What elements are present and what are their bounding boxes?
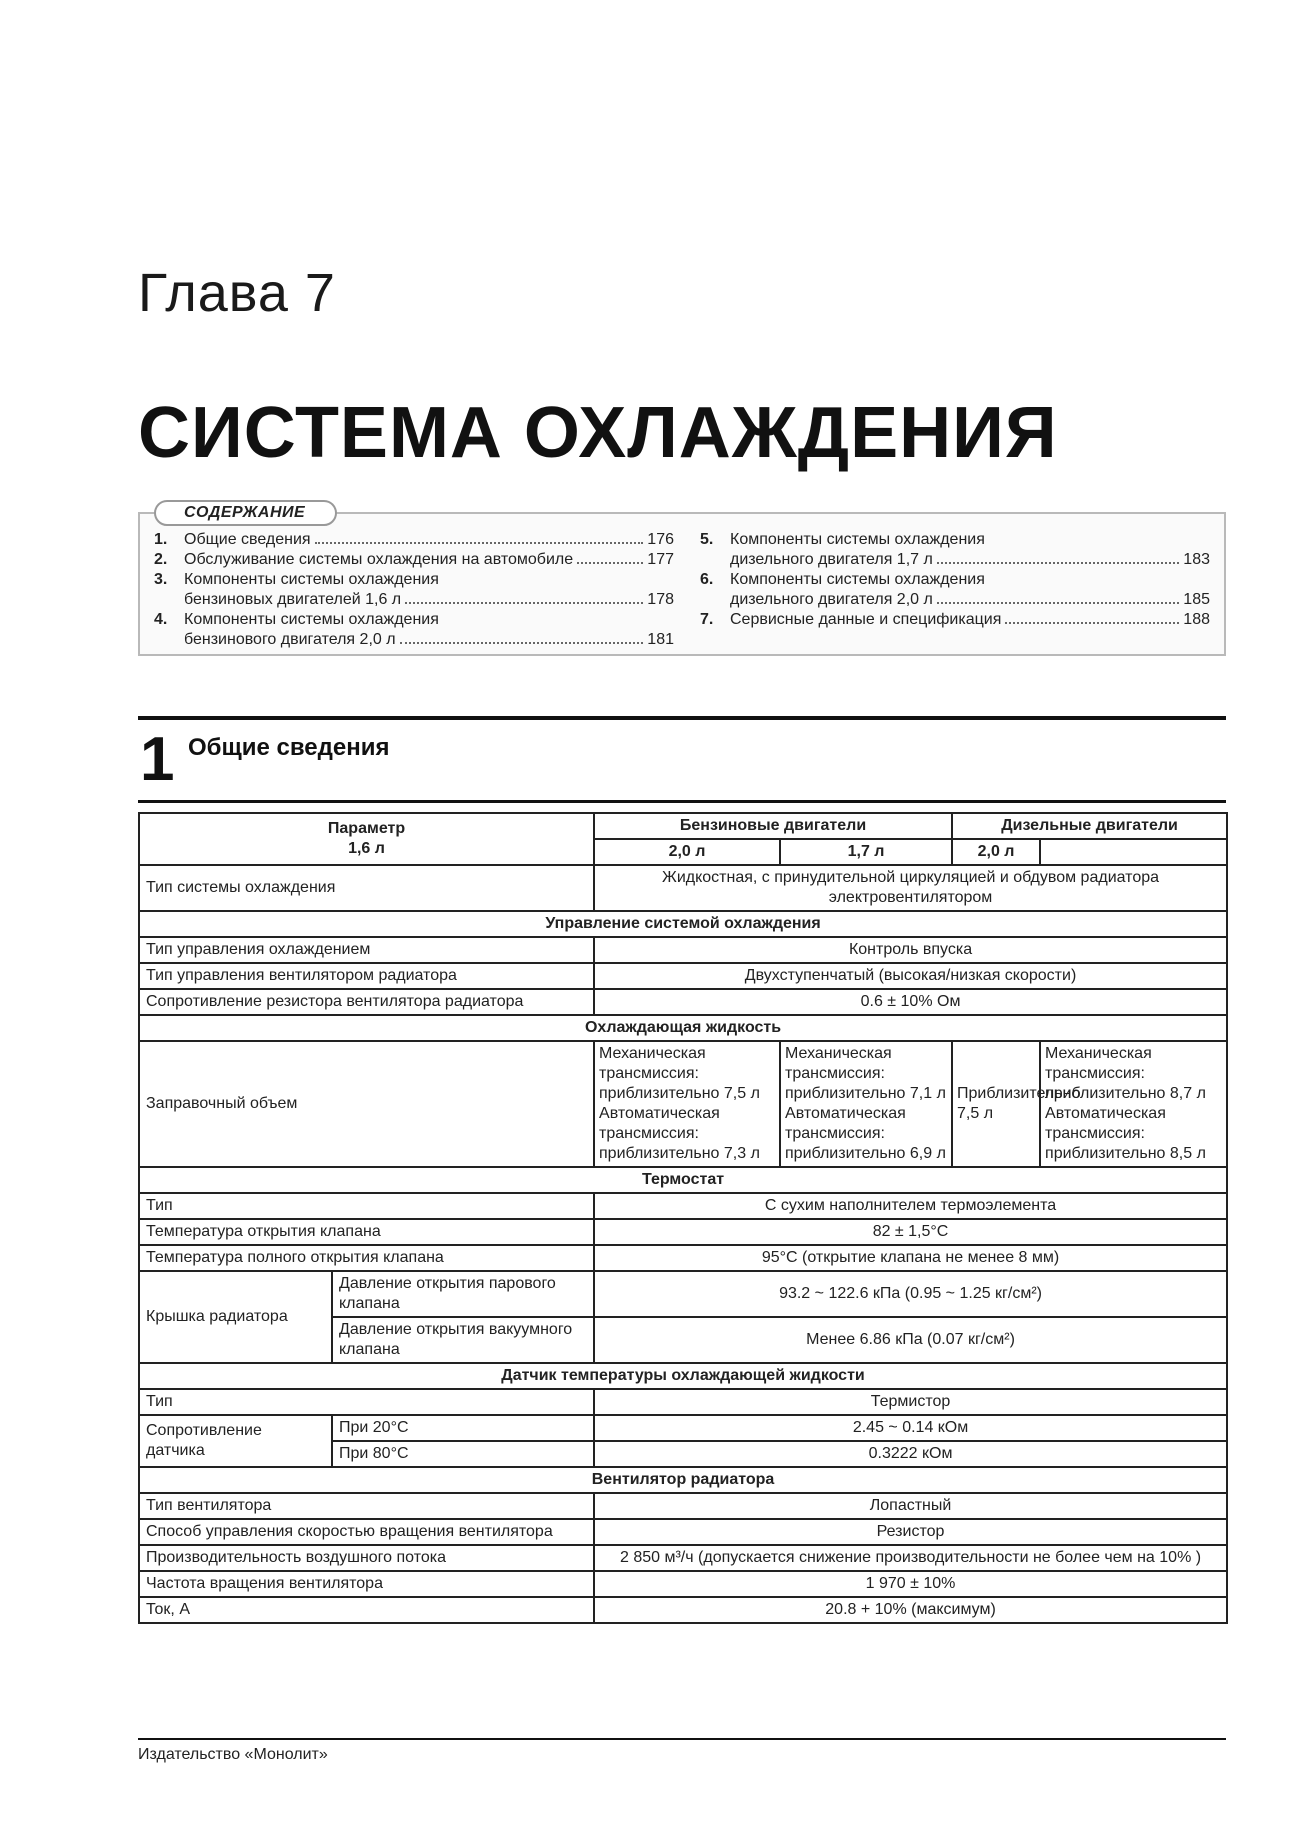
section-row — [139, 1167, 1227, 1193]
header-param: Параметр 1,6 л — [139, 813, 594, 865]
row-sublabel: Давление открытия вакуумного клапана — [332, 1317, 594, 1363]
row-label: Тип управления вентилятором радиатора — [139, 963, 594, 989]
table-row — [139, 1193, 1227, 1219]
toc-item-number: 3. — [154, 571, 168, 588]
toc-item-page: 188 — [1183, 611, 1210, 628]
toc-item[interactable] — [154, 610, 674, 650]
table-top-rule — [138, 800, 1226, 803]
row-value: Термистор — [594, 1389, 1227, 1415]
row-label: Производительность воздушного потока — [139, 1545, 594, 1571]
toc-item-number: 7. — [700, 611, 714, 628]
toc-item-number: 5. — [700, 531, 714, 548]
row-value: 82 ± 1,5°C — [594, 1219, 1227, 1245]
table-of-contents — [138, 504, 1226, 656]
row-sublabel: При 80°C — [332, 1441, 594, 1467]
row-label: Тип управления охлаждением — [139, 937, 594, 963]
toc-item-title: Компоненты системы охлаждения — [730, 571, 985, 588]
section-heading: Термостат — [139, 1167, 1227, 1193]
section-number: 1 — [140, 725, 175, 794]
toc-item-page: 183 — [1183, 551, 1210, 568]
row-value: Жидкостная, с принудительной циркуляцией и обдувом радиатора электровентилятором — [594, 865, 1227, 911]
toc-item-page: 181 — [647, 631, 674, 648]
toc-item-number: 4. — [154, 611, 168, 628]
section-divider — [138, 716, 1226, 720]
table-row — [139, 937, 1227, 963]
table-row — [139, 1415, 1227, 1441]
row-value: 20.8 + 10% (максимум) — [594, 1597, 1227, 1623]
chapter-heading: Глава 7 — [138, 263, 336, 323]
toc-item-title-cont: дизельного двигателя 2,0 л — [730, 591, 933, 608]
row-value: 95°C (открытие клапана не менее 8 мм) — [594, 1245, 1227, 1271]
table-row — [139, 1493, 1227, 1519]
toc-item-title-cont: дизельного двигателя 1,7 л — [730, 551, 933, 568]
row-value: 2.45 ~ 0.14 кОм — [594, 1415, 1227, 1441]
header-2-0: 2,0 л — [594, 839, 780, 865]
toc-item-title-cont: бензинового двигателя 2,0 л — [184, 631, 396, 648]
row-sublabel: При 20°C — [332, 1415, 594, 1441]
toc-item-title: Обслуживание системы охлаждения на автомобиле — [184, 551, 574, 568]
row-value: Контроль впуска — [594, 937, 1227, 963]
toc-item-page: 176 — [647, 531, 674, 548]
toc-label: СОДЕРЖАНИЕ — [154, 500, 337, 526]
header-empty-cell — [1040, 839, 1227, 865]
table-row — [139, 1041, 1227, 1167]
toc-item-page: 185 — [1183, 591, 1210, 608]
toc-item-title: Компоненты системы охлаждения — [184, 611, 439, 628]
table-row — [139, 1271, 1227, 1317]
row-value: 1 970 ± 10% — [594, 1571, 1227, 1597]
section-heading: Охлаждающая жидкость — [139, 1015, 1227, 1041]
section-title: Общие сведения — [188, 734, 390, 761]
table-row — [139, 865, 1227, 911]
toc-item-page: 177 — [647, 551, 674, 568]
table-row — [139, 1219, 1227, 1245]
table-header-row — [139, 813, 1227, 839]
row-label: Сопротивление резистора вентилятора радиатора — [139, 989, 594, 1015]
row-value: 0.6 ± 10% Ом — [594, 989, 1227, 1015]
table-row — [139, 1571, 1227, 1597]
row-value: Лопастный — [594, 1493, 1227, 1519]
header-diesel-2-0: 2,0 л — [952, 839, 1040, 865]
row-value: 0.3222 кОм — [594, 1441, 1227, 1467]
toc-item-number: 1. — [154, 531, 168, 548]
row-sublabel: Давление открытия парового клапана — [332, 1271, 594, 1317]
section-row — [139, 911, 1227, 937]
row-label: Температура полного открытия клапана — [139, 1245, 594, 1271]
row-label: Тип — [139, 1193, 594, 1219]
section-row — [139, 1015, 1227, 1041]
spec-table — [138, 812, 1228, 1624]
table-row — [139, 1597, 1227, 1623]
toc-item[interactable] — [154, 550, 674, 570]
table-row — [139, 989, 1227, 1015]
row-label: Частота вращения вентилятора — [139, 1571, 594, 1597]
section-heading: Датчик температуры охлаждающей жидкости — [139, 1363, 1227, 1389]
row-label: Тип — [139, 1389, 594, 1415]
row-label: Заправочный объем — [139, 1041, 594, 1167]
fill-volume-petrol-1-7: Механическая трансмиссия: приблизительно 7,1 л Автоматическая трансмиссия: приблизительно 6,9 л — [780, 1041, 952, 1167]
toc-item-title: Компоненты системы охлаждения — [730, 531, 985, 548]
fill-volume-diesel-alt: Механическая трансмиссия: приблизительно 8,7 л Автоматическая трансмиссия: приблизительно 8,5 л — [1040, 1041, 1227, 1167]
toc-column-right — [700, 530, 1210, 630]
table-row — [139, 1519, 1227, 1545]
row-value: 93.2 ~ 122.6 кПа (0.95 ~ 1.25 кг/см²) — [594, 1271, 1227, 1317]
row-label: Сопротивление датчика — [139, 1415, 332, 1467]
toc-item[interactable] — [154, 530, 674, 550]
section-heading: Управление системой охлаждения — [139, 911, 1227, 937]
row-label: Ток, А — [139, 1597, 594, 1623]
toc-item-number: 6. — [700, 571, 714, 588]
row-value: Менее 6.86 кПа (0.07 кг/см²) — [594, 1317, 1227, 1363]
table-row — [139, 1245, 1227, 1271]
toc-item[interactable] — [700, 530, 1210, 570]
section-row — [139, 1363, 1227, 1389]
footer-divider — [138, 1738, 1226, 1740]
section-heading: Вентилятор радиатора — [139, 1467, 1227, 1493]
row-value: Резистор — [594, 1519, 1227, 1545]
toc-item-title: Сервисные данные и спецификация — [730, 611, 1002, 628]
toc-item[interactable] — [700, 610, 1210, 630]
header-diesel: Дизельные двигатели — [952, 813, 1227, 839]
row-value: 2 850 м³/ч (допускается снижение производительности не более чем на 10% ) — [594, 1545, 1227, 1571]
header-1-7: 1,7 л — [780, 839, 952, 865]
header-petrol: Бензиновые двигатели — [594, 813, 952, 839]
fill-volume-petrol-2-0: Механическая трансмиссия: приблизительно 7,5 л Автоматическая трансмиссия: приблизительно 7,3 л — [594, 1041, 780, 1167]
table-row — [139, 1545, 1227, 1571]
toc-item-title: Общие сведения — [184, 531, 311, 548]
toc-item-title: Компоненты системы охлаждения — [184, 571, 439, 588]
toc-item[interactable] — [700, 570, 1210, 610]
row-label: Тип системы охлаждения — [139, 865, 594, 911]
toc-item-page: 178 — [647, 591, 674, 608]
page-title: СИСТЕМА ОХЛАЖДЕНИЯ — [138, 393, 1058, 473]
table-row — [139, 963, 1227, 989]
fill-volume-diesel-2-0: Приблизительно 7,5 л — [952, 1041, 1040, 1167]
row-value: С сухим наполнителем термоэлемента — [594, 1193, 1227, 1219]
table-row — [139, 1389, 1227, 1415]
row-label: Температура открытия клапана — [139, 1219, 594, 1245]
row-label: Крышка радиатора — [139, 1271, 332, 1363]
toc-item[interactable] — [154, 570, 674, 610]
publisher-footer: Издательство «Монолит» — [138, 1746, 328, 1763]
row-label: Тип вентилятора — [139, 1493, 594, 1519]
row-label: Способ управления скоростью вращения вентилятора — [139, 1519, 594, 1545]
row-value: Двухступенчатый (высокая/низкая скорости) — [594, 963, 1227, 989]
section-row — [139, 1467, 1227, 1493]
toc-item-number: 2. — [154, 551, 168, 568]
toc-column-left — [154, 530, 674, 650]
toc-item-title-cont: бензиновых двигателей 1,6 л — [184, 591, 402, 608]
